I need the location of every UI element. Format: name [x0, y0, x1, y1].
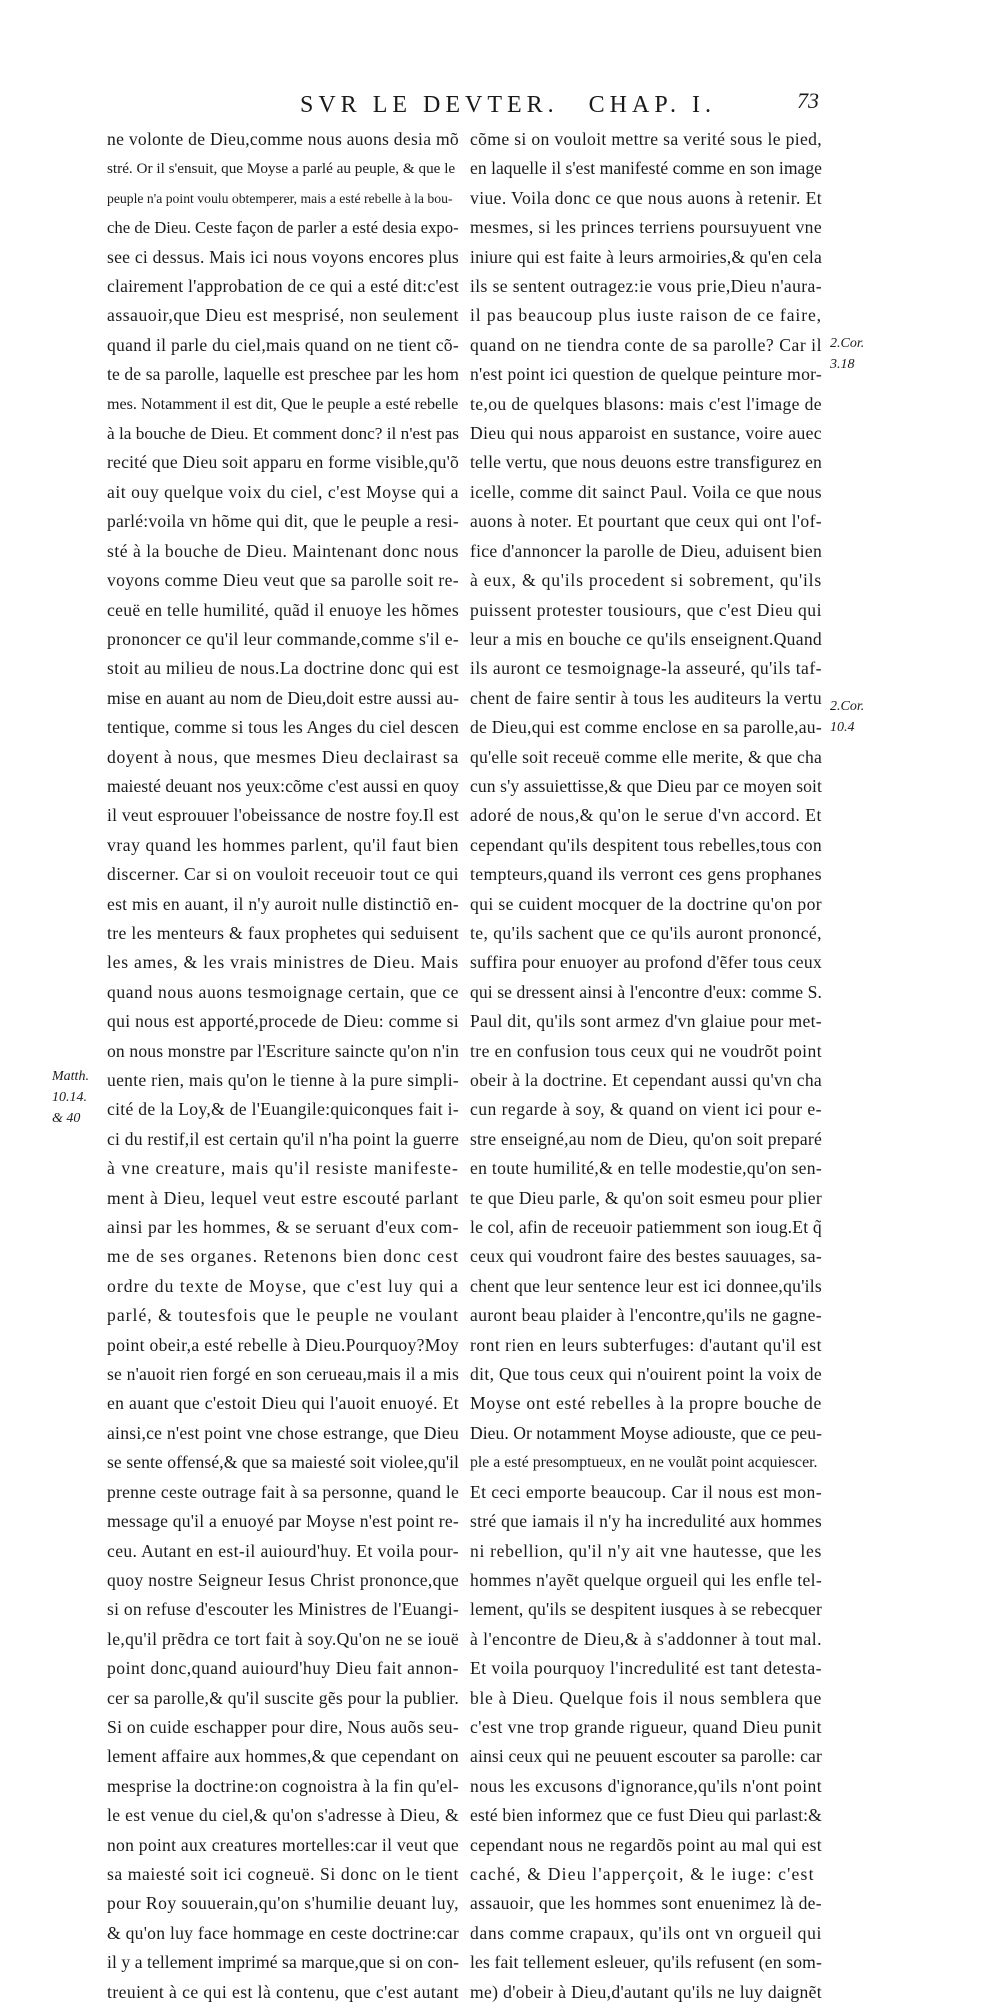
text-line: Si on cuide eschapper pour dire, Nous auõs seu- — [107, 1716, 459, 1737]
text-line: c'est vne trop grande rigueur, quand Dieu punit — [470, 1716, 822, 1737]
text-line: telle vertu, que nous deuons estre transfigurez en — [470, 452, 822, 473]
text-line: ront rien en leurs subterfuges: d'autant qu'il est — [470, 1334, 822, 1355]
right-text-column — [470, 125, 822, 2007]
text-line: Moyse ont esté rebelles à la propre bouche de — [470, 1393, 822, 1414]
text-line: à eux, & qu'ils procedent si sobrement, qu'ils — [470, 570, 822, 591]
text-line: mise en auant au nom de Dieu,doit estre aussi au- — [107, 687, 459, 708]
text-line: ceuë en telle humilité, quãd il enuoye les hõmes — [107, 599, 459, 620]
margin-note-line: Matth. — [52, 1069, 89, 1084]
text-line: te, qu'ils sachent que ce qu'ils auront prononcé, — [470, 922, 822, 943]
text-line: à vne creature, mais qu'il resiste manifeste- — [107, 1158, 459, 1179]
text-line: auront beau plaider à l'encontre,qu'ils ne gagne- — [470, 1305, 822, 1326]
text-line: le est venue du ciel,& qu'on s'adresse à Dieu, & — [107, 1805, 459, 1826]
text-line: voyons comme Dieu veut que sa parolle soit re- — [107, 570, 459, 591]
text-line: parlé, & toutesfois que le peuple ne voulant — [107, 1305, 459, 1326]
text-line: fice d'annoncer la parolle de Dieu, aduisent bien — [470, 540, 822, 561]
text-line: Dieu qui nous apparoist en sustance, voire auec — [470, 423, 822, 444]
text-line: mesprise la doctrine:on cognoistra à la fin qu'el- — [107, 1775, 459, 1796]
text-line: qui se cuident mocquer de la doctrine qu'on por — [470, 893, 822, 914]
text-line: adoré de nous,& qu'on le serue d'vn accord. Et — [470, 805, 822, 826]
text-line: recité que Dieu soit apparu en forme visible,qu'õ — [107, 452, 459, 473]
text-line: parlé:voila vn hõme qui dit, que le peuple a resi- — [107, 511, 459, 532]
text-line: mes. Notamment il est dit, Que le peuple a esté rebelle — [107, 395, 459, 413]
text-line: auons à noter. Et pourtant que ceux qui ont l'of- — [470, 511, 822, 532]
text-line: sté à la bouche de Dieu. Maintenant donc nous — [107, 540, 459, 561]
text-line: doyent à nous, que mesmes Dieu declairast sa — [107, 746, 459, 767]
text-line: ainsi ceux qui ne peuuent escouter sa parolle: car — [470, 1746, 822, 1767]
text-line: te,ou de quelques blasons: mais c'est l'image de — [470, 393, 822, 414]
text-line: ment à Dieu, lequel veut estre escouté parlant — [107, 1187, 459, 1208]
text-line: chent que leur sentence leur est ici donnee,qu'ils — [470, 1275, 822, 1296]
text-line: stré que iamais il n'y ha incredulité aux hommes — [470, 1511, 822, 1532]
text-line: puissent protester tousiours, que c'est Dieu qui — [470, 599, 822, 620]
text-line: qui se dressent ainsi à l'encontre d'eux: comme S. — [470, 981, 822, 1002]
text-line: suffira pour enuoyer au profond d'ẽfer tous ceux — [470, 952, 822, 973]
running-title: SVR LE DEVTER. — [300, 92, 559, 118]
text-line: vray quand les hommes parlent, qu'il faut bien — [107, 834, 459, 855]
text-line: point donc,quand auiourd'huy Dieu fait annon- — [107, 1658, 459, 1679]
text-line: en auant que c'estoit Dieu qui l'auoit enuoyé. Et — [107, 1393, 459, 1414]
text-line: prononcer ce qu'il leur commande,comme s'il e- — [107, 628, 459, 649]
text-line: icelle, comme dit sainct Paul. Voila ce que nous — [470, 481, 822, 502]
text-line: ils auront ce tesmoignage-la asseuré, qu'ils taf- — [470, 658, 822, 679]
text-line: quoy nostre Seigneur Iesus Christ prononce,que — [107, 1569, 459, 1590]
text-line: se n'auoit rien forgé en son cerueau,mais il a mis — [107, 1364, 459, 1385]
text-line: cõme si on vouloit mettre sa verité sous le pied, — [470, 129, 822, 149]
text-line: on nous monstre par l'Escriture saincte qu'on n'in — [107, 1040, 459, 1061]
text-line: ni rebellion, qu'il n'y ait vne hautesse, que les — [470, 1540, 822, 1561]
text-line: treuient à ce qui est là contenu, que c'est autant — [107, 1981, 459, 2002]
margin-note-line: & 40 — [52, 1111, 81, 1126]
running-head — [300, 92, 820, 119]
text-line: pour Roy souuerain,qu'on s'humilie deuant luy, — [107, 1893, 459, 1914]
text-line: quand nous auons tesmoignage certain, que ce — [107, 981, 459, 1002]
text-line: ci du restif,il est certain qu'il n'ha point la guerre — [107, 1128, 459, 1149]
text-line: lement affaire aux hommes,& que cependant on — [107, 1746, 459, 1767]
text-line: caché, & Dieu l'apperçoit, & le iuge: c'est — [470, 1863, 815, 1884]
text-line: en toute humilité,& en telle modestie,qu'on sen- — [470, 1158, 822, 1179]
text-line: tre en confusion tous ceux qui ne voudrõt point — [470, 1040, 822, 1061]
text-line: dans comme crapaux, qu'ils ont vn orgueil qui — [470, 1922, 822, 1943]
text-line: cun s'y assuiettisse,& que Dieu par ce moyen soit — [470, 775, 822, 796]
text-line: ils se sentent outragez:ie vous prie,Dieu n'aura- — [470, 276, 822, 297]
text-line: te de sa parolle, laquelle est preschee par les hom — [107, 364, 459, 385]
text-line: qu'elle soit receuë comme elle merite, & que cha — [470, 746, 822, 767]
margin-note-line: 10.4 — [830, 720, 855, 735]
text-line: cependant qu'ils despitent tous rebelles,tous con — [470, 834, 822, 855]
text-line: assauoir,que Dieu est mesprisé, non seulement — [107, 305, 459, 326]
text-line: si on refuse d'escouter les Ministres de l'Euangi- — [107, 1599, 459, 1620]
margin-note-line: 2.Cor. — [830, 336, 865, 351]
text-line: qui nous est apporté,procede de Dieu: comme si — [107, 1011, 459, 1032]
text-line: ne volonte de Dieu,comme nous auons desia mõ — [107, 129, 459, 149]
text-line: viue. Voila donc ce que nous auons à retenir. Et — [470, 187, 822, 208]
text-line: il y a tellement imprimé sa marque,que si on con- — [107, 1952, 459, 1973]
text-line: ait ouy quelque voix du ciel, c'est Moyse qui a — [107, 481, 459, 502]
text-line: dit, Que tous ceux qui n'ouirent point la voix de — [470, 1364, 822, 1385]
text-line: hommes n'ayẽt quelque orgueil qui les enfle tel- — [470, 1569, 822, 1590]
text-line: il veut esprouuer l'obeissance de nostre foy.Il est — [107, 805, 459, 826]
text-line: & qu'on luy face hommage en ceste doctrine:car — [107, 1922, 459, 1943]
text-line: cependant nous ne regardõs point au mal qui est — [470, 1834, 822, 1855]
text-line: stoit au milieu de nous.La doctrine donc qui est — [107, 658, 459, 679]
text-line: iniure qui est faite à leurs armoiries,& qu'en cela — [470, 246, 822, 267]
page-number: 73 — [797, 88, 819, 113]
text-line: tentique, comme si tous les Anges du ciel descen — [107, 717, 459, 738]
text-line: assauoir, que les hommes sont enuenimez là de- — [470, 1893, 822, 1914]
text-line: nous les excusons d'ignorance,qu'ils n'ont point — [470, 1775, 822, 1796]
text-line: Et ceci emporte beaucoup. Car il nous est mon- — [470, 1481, 822, 1502]
text-line: se sente offensé,& que sa maiesté soit violee,qu'il — [107, 1452, 459, 1473]
text-line: le col, afin de receuoir patiemment son ioug.Et q̃ — [470, 1217, 822, 1238]
text-line: maiesté deuant nos yeux:cõme c'est aussi en quoy — [107, 775, 459, 796]
margin-note-line: 10.14. — [52, 1090, 87, 1105]
text-line: ordre du texte de Moyse, que c'est luy qui a — [107, 1275, 459, 1296]
text-line: Paul dit, qu'ils sont armez d'vn glaiue pour met- — [470, 1011, 822, 1032]
text-line: chent de faire sentir à tous les auditeurs la vertu — [470, 687, 822, 708]
text-line: ceu. Autant en est-il auiourd'huy. Et voila pour- — [107, 1540, 459, 1561]
text-line: cité de la Loy,& de l'Euangile:quiconques fait i- — [107, 1099, 459, 1120]
text-line: clairement l'approbation de ce qui a esté dit:c'est — [107, 276, 459, 297]
text-line: cer sa parolle,& qu'il suscite gẽs pour la publier. — [107, 1687, 459, 1708]
text-line: peuple n'a point voulu obtemperer, mais a esté rebelle à la bou- — [107, 190, 453, 206]
text-line: uente rien, mais qu'on le tienne à la pure simpli- — [107, 1070, 459, 1090]
margin-note-corinthians-3 — [830, 333, 864, 375]
text-line: me) d'obeir à Dieu,d'autant qu'ils ne luy daignẽt — [470, 1981, 822, 2002]
text-line: Dieu. Or notamment Moyse adiouste, que ce peu- — [470, 1422, 822, 1443]
text-line: à la bouche de Dieu. Et comment donc? il n'est pas — [107, 424, 459, 444]
text-line: les fait tellement esleuer, qu'ils refusent (en som- — [470, 1952, 822, 1973]
text-line: me de ses organes. Retenons bien donc cest — [107, 1246, 459, 1267]
text-line: tre les menteurs & faux prophetes qui seduisent — [107, 922, 459, 943]
margin-note-matthew — [52, 1066, 89, 1129]
text-line: stré. Or il s'ensuit, que Moyse a parlé au peuple, & que le — [107, 160, 456, 178]
text-line: ainsi par les hommes, & se seruant d'eux com- — [107, 1217, 459, 1238]
text-line: il pas beaucoup plus iuste raison de ce faire, — [470, 305, 822, 326]
margin-note-corinthians-10 — [830, 696, 864, 738]
text-line: de Dieu,qui est comme enclose en sa parolle,au- — [470, 717, 822, 738]
text-line: discerner. Car si on vouloit receuoir tout ce qui — [107, 864, 459, 885]
text-line: message qu'il a enuoyé par Moyse n'est point re- — [107, 1511, 459, 1532]
text-line: ble à Dieu. Quelque fois il nous semblera que — [470, 1687, 822, 1708]
text-line: quand il parle du ciel,mais quand on ne tient cõ- — [107, 334, 459, 355]
text-line: sa maiesté soit ici cogneuë. Si donc on le tient — [107, 1863, 459, 1884]
text-line: che de Dieu. Ceste façon de parler a esté desia expo- — [107, 218, 459, 238]
text-line: n'est point ici question de quelque peinture mor- — [470, 364, 822, 385]
text-line: leur a mis en bouche ce qu'ils enseignent.Quand — [470, 628, 822, 649]
text-line: stre enseigné,au nom de Dieu, qu'on soit preparé — [470, 1128, 822, 1149]
text-line: en laquelle il s'est manifesté comme en son image — [470, 158, 822, 179]
text-line: les ames, & les vrais ministres de Dieu. Mais — [107, 952, 459, 973]
text-line: à l'encontre de Dieu,& à s'addonner à tout mal. — [470, 1628, 822, 1649]
margin-note-line: 2.Cor. — [830, 699, 865, 714]
text-line: ple a esté presomptueux, en ne voulãt point acquiescer. — [470, 1454, 818, 1472]
text-line: ainsi,ce n'est point vne chose estrange, que Dieu — [107, 1422, 459, 1443]
text-line: te que Dieu parle, & qu'on soit esmeu pour plier — [470, 1187, 822, 1208]
text-line: quand on ne tiendra conte de sa parolle? Car il — [470, 334, 822, 355]
text-line: est mis en auant, il n'y auroit nulle distinctiõ en- — [107, 893, 459, 914]
text-line: le,qu'il prẽdra ce tort fait à soy.Qu'on ne se iouë — [107, 1628, 459, 1649]
margin-note-line: 3.18 — [830, 357, 855, 372]
text-line: obeir à la doctrine. Et cependant aussi qu'vn cha — [470, 1070, 822, 1090]
text-line: non point aux creatures mortelles:car il veut que — [107, 1834, 459, 1855]
text-line: prenne ceste outrage fait à sa personne, quand le — [107, 1481, 459, 1502]
text-line: see ci dessus. Mais ici nous voyons encores plus — [107, 246, 459, 267]
text-line: cun regarde à soy, & quand on vient ici pour e- — [470, 1099, 822, 1120]
text-line: mesmes, si les princes terriens poursuyuent vne — [470, 217, 822, 238]
text-line: point obeir,a esté rebelle à Dieu.Pourquoy?Moy — [107, 1334, 459, 1355]
text-line: esté bien informez que ce fust Dieu qui parlast:& — [470, 1805, 822, 1826]
left-text-column — [107, 125, 459, 2007]
text-line: ceux qui voudront faire des bestes sauuages, sa- — [470, 1246, 822, 1267]
text-line: Et voila pourquoy l'incredulité est tant detesta- — [470, 1658, 822, 1679]
text-line: lement, qu'ils se despitent iusques à se rebecquer — [470, 1599, 822, 1620]
chapter-heading: CHAP. I. — [588, 92, 717, 118]
text-line: tempteurs,quand ils verront ces gens prophanes — [470, 864, 822, 885]
